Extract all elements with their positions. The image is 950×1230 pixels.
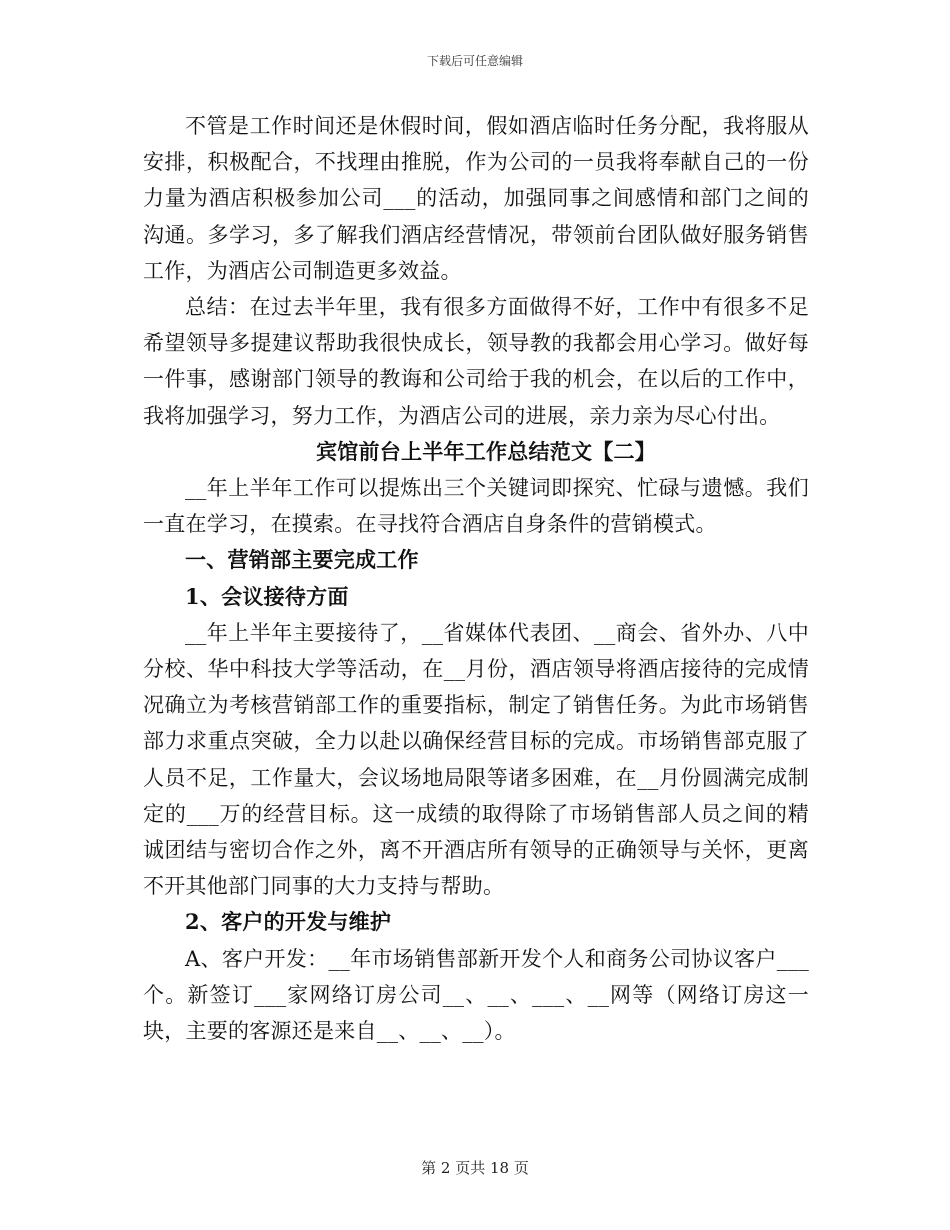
document-body [143, 108, 809, 1049]
page-footer: 第 2 页共 18 页 [421, 1159, 529, 1177]
paragraph-5: A、客户开发：__年市场销售部新开发个人和商务公司协议客户___个。新签订___家网络订房公司__、__、___、__网等（网络订房这一块，主要的客源还是来自__、__、__）。 [143, 946, 809, 1044]
heading-1: 一、营销部主要完成工作 [185, 547, 419, 573]
heading-3: 2、客户的开发与维护 [185, 909, 392, 935]
paragraph-1: 不管是工作时间还是休假时间，假如酒店临时任务分配，我将服从安排，积极配合，不找理由推脱，作为公司的一员我将奉献自己的一份力量为酒店积极参加公司___的活动，加强同事之间感情和部门之间的沟通。多学习，多了解我们酒店经营情况，带领前台团队做好服务销售工作，为酒店公司制造更多效益。 [143, 114, 809, 283]
heading-2: 1、会议接待方面 [185, 583, 349, 609]
page-header: 下载后可任意编辑 [426, 54, 523, 68]
paragraph-2: 总结：在过去半年里，我有很多方面做得不好，工作中有很多不足希望领导多提建议帮助我很快成长，领导教的我都会用心学习。做好每一件事，感谢部门领导的教诲和公司给于我的机会，在以后的工作中，我将加强学习，努力工作，为酒店公司的进展，亲力亲为尽心付出。 [143, 295, 809, 428]
paragraph-4: __年上半年主要接待了，__省媒体代表团、__商会、省外办、八中分校、华中科技大学等活动，在__月份，酒店领导将酒店接待的完成情况确立为考核营销部工作的重要指标，制定了销售任务。为此市场销售部力求重点突破，全力以赴以确保经营目标的完成。市场销售部克服了人员不足，工作量大，会议场地局限等诸多困难，在__月份圆满完成制定的___万的经营目标。这一成绩的取得除了市场销售部人员之间的精诚团结与密切合作之外，离不开酒店所有领导的正确领导与关怀，更离不开其他部门同事的大力支持与帮助。 [143, 620, 809, 899]
paragraph-3: __年上半年工作可以提炼出三个关键词即探究、忙碌与遗憾。我们一直在学习，在摸索。在寻找符合酒店自身条件的营销模式。 [143, 476, 809, 537]
section-title: 宾馆前台上半年工作总结范文【二】 [316, 438, 656, 464]
